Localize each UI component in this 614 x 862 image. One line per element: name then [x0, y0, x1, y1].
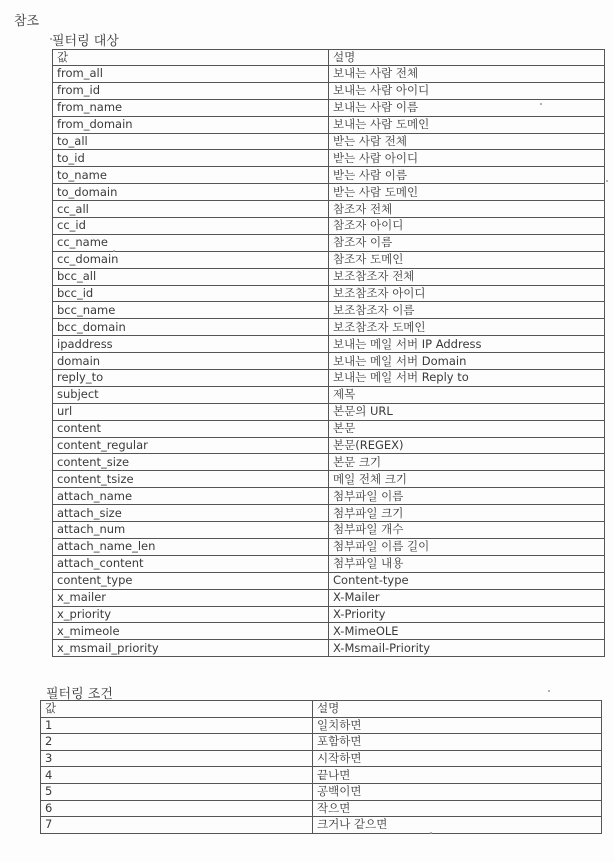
table-row	[53, 167, 605, 184]
table-row	[41, 717, 602, 734]
table-row	[53, 99, 605, 116]
description-cell: 받는 사람 전체	[329, 133, 605, 150]
table-row	[53, 572, 605, 589]
description-cell: 첨부파일 이름 길이	[329, 538, 605, 555]
value-column-header: 값	[53, 50, 329, 66]
table-row	[41, 817, 602, 834]
description-cell: 보내는 메일 서버 Reply to	[329, 370, 605, 387]
description-cell: 보내는 사람 이름	[329, 99, 605, 116]
description-cell: 보내는 메일 서버 IP Address	[329, 336, 605, 353]
filter-condition-title: 필터링 조건	[46, 687, 113, 702]
value-cell: content	[53, 420, 329, 437]
table-row	[53, 150, 605, 167]
value-cell: content_regular	[53, 437, 329, 454]
value-cell: 6	[41, 800, 313, 817]
table-row	[53, 505, 605, 522]
value-cell: bcc_id	[53, 285, 329, 302]
value-cell: 4	[41, 767, 313, 784]
table-row	[53, 319, 605, 336]
description-cell: 첨부파일 이름	[329, 488, 605, 505]
table-header-row	[53, 50, 605, 66]
table-row	[53, 302, 605, 319]
description-cell: 포함하면	[313, 734, 602, 751]
table-row	[53, 538, 605, 555]
value-cell: from_id	[53, 82, 329, 99]
table-row	[53, 201, 605, 218]
description-cell: 크거나 같으면	[313, 817, 602, 834]
value-cell: url	[53, 403, 329, 420]
value-cell: x_mailer	[53, 589, 329, 606]
scan-speck	[548, 690, 550, 692]
description-cell: Content-type	[329, 572, 605, 589]
description-cell: 본문(REGEX)	[329, 437, 605, 454]
value-cell: to_all	[53, 133, 329, 150]
table-row	[53, 403, 605, 420]
description-cell: 첨부파일 크기	[329, 505, 605, 522]
description-column-header: 설명	[313, 701, 602, 718]
description-cell: 받는 사람 아이디	[329, 150, 605, 167]
value-column-header: 값	[41, 701, 313, 718]
table-row	[53, 589, 605, 606]
table-row	[53, 234, 605, 251]
description-cell: X-Msmail-Priority	[329, 640, 605, 657]
description-cell: 보조참조자 전체	[329, 268, 605, 285]
description-cell: 참조자 전체	[329, 201, 605, 218]
value-cell: bcc_domain	[53, 319, 329, 336]
description-cell: 첨부파일 내용	[329, 555, 605, 572]
value-cell: reply_to	[53, 370, 329, 387]
value-cell: to_domain	[53, 184, 329, 201]
table-row	[41, 800, 602, 817]
table-row	[53, 184, 605, 201]
table-row	[53, 370, 605, 387]
value-cell: cc_all	[53, 201, 329, 218]
table-row	[53, 471, 605, 488]
value-cell: 7	[41, 817, 313, 834]
description-cell: 본문의 URL	[329, 403, 605, 420]
description-cell: 첨부파일 개수	[329, 522, 605, 539]
value-cell: 3	[41, 750, 313, 767]
table-row	[53, 218, 605, 235]
description-cell: 받는 사람 이름	[329, 167, 605, 184]
value-cell: attach_content	[53, 555, 329, 572]
value-cell: domain	[53, 353, 329, 370]
value-cell: cc_domain	[53, 251, 329, 268]
description-cell: 메일 전체 크기	[329, 471, 605, 488]
value-cell: from_name	[53, 99, 329, 116]
scan-speck	[430, 832, 432, 834]
scan-speck	[540, 103, 542, 105]
description-cell: 시작하면	[313, 750, 602, 767]
value-cell: from_domain	[53, 116, 329, 133]
filter-target-title: 필터링 대상	[52, 34, 119, 49]
value-cell: 5	[41, 783, 313, 800]
table-row	[53, 437, 605, 454]
value-cell: 2	[41, 734, 313, 751]
description-cell: 참조자 도메인	[329, 251, 605, 268]
description-cell: 작으면	[313, 800, 602, 817]
description-cell: 제목	[329, 386, 605, 403]
value-cell: subject	[53, 386, 329, 403]
description-cell: 보내는 메일 서버 Domain	[329, 353, 605, 370]
table-row	[53, 386, 605, 403]
description-cell: X-Mailer	[329, 589, 605, 606]
table-row	[53, 353, 605, 370]
description-cell: 본문	[329, 420, 605, 437]
filter-target-table	[52, 49, 605, 657]
table-row	[53, 336, 605, 353]
value-cell: attach_size	[53, 505, 329, 522]
table-row	[41, 767, 602, 784]
table-row	[53, 488, 605, 505]
value-cell: attach_name	[53, 488, 329, 505]
description-cell: 일치하면	[313, 717, 602, 734]
table-row	[53, 133, 605, 150]
table-row	[53, 116, 605, 133]
description-cell: 끝나면	[313, 767, 602, 784]
table-row	[53, 82, 605, 99]
value-cell: 1	[41, 717, 313, 734]
table-row	[53, 640, 605, 657]
table-row	[41, 734, 602, 751]
value-cell: content_size	[53, 454, 329, 471]
scan-speck	[113, 250, 115, 252]
description-cell: 보조참조자 도메인	[329, 319, 605, 336]
table-row	[53, 251, 605, 268]
description-cell: X-MimeOLE	[329, 623, 605, 640]
value-cell: from_all	[53, 66, 329, 83]
description-cell: 보조참조자 이름	[329, 302, 605, 319]
table-row	[53, 66, 605, 83]
value-cell: attach_num	[53, 522, 329, 539]
table-header-row	[41, 701, 602, 718]
description-cell: 받는 사람 도메인	[329, 184, 605, 201]
description-cell: 참조자 이름	[329, 234, 605, 251]
value-cell: x_priority	[53, 606, 329, 623]
scan-speck	[50, 38, 52, 40]
table-row	[53, 420, 605, 437]
value-cell: to_id	[53, 150, 329, 167]
value-cell: bcc_name	[53, 302, 329, 319]
value-cell: attach_name_len	[53, 538, 329, 555]
value-cell: x_mimeole	[53, 623, 329, 640]
value-cell: ipaddress	[53, 336, 329, 353]
description-cell: 보내는 사람 도메인	[329, 116, 605, 133]
table-row	[53, 623, 605, 640]
value-cell: cc_id	[53, 218, 329, 235]
description-cell: 보내는 사람 아이디	[329, 82, 605, 99]
table-row	[53, 268, 605, 285]
table-row	[41, 750, 602, 767]
description-cell: X-Priority	[329, 606, 605, 623]
table-row	[53, 285, 605, 302]
description-column-header: 설명	[329, 50, 605, 66]
scan-speck	[606, 180, 608, 182]
description-cell: 보조참조자 아이디	[329, 285, 605, 302]
description-cell: 본문 크기	[329, 454, 605, 471]
value-cell: x_msmail_priority	[53, 640, 329, 657]
description-cell: 보내는 사람 전체	[329, 66, 605, 83]
description-cell: 공백이면	[313, 783, 602, 800]
table-row	[53, 555, 605, 572]
value-cell: cc_name	[53, 234, 329, 251]
filter-condition-table	[40, 700, 602, 834]
table-row	[53, 606, 605, 623]
table-row	[53, 522, 605, 539]
table-row	[53, 454, 605, 471]
value-cell: to_name	[53, 167, 329, 184]
table-row	[41, 783, 602, 800]
description-cell: 참조자 아이디	[329, 218, 605, 235]
page-heading: 참조	[14, 14, 40, 29]
value-cell: content_type	[53, 572, 329, 589]
value-cell: bcc_all	[53, 268, 329, 285]
value-cell: content_tsize	[53, 471, 329, 488]
